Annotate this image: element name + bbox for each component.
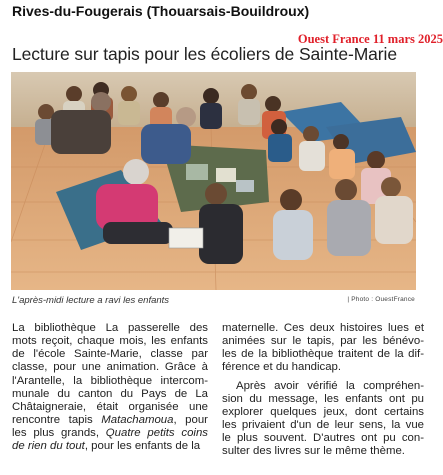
body-line: mots reçoit, chaque mois, les enfants [12,335,208,348]
open-book [169,228,203,248]
article-headline: Lecture sur tapis pour les écoliers de Sainte-Marie [12,44,397,64]
mat-pattern-1 [186,164,208,180]
body-line: La bibliothèque La passerelle des [12,322,208,334]
mat-pattern-2 [216,168,236,182]
body-line: sulter des livres sur le même thème. [222,445,405,458]
source-label: Ouest France 11 mars 2025 [297,32,443,46]
body-line: munale du canton du Pays de La [12,387,208,400]
body-line: les plus grands, Quatre petits coins [12,427,208,440]
article-body-column-2 [222,322,424,459]
body-line: de rien du tout, pour les enfants de la [12,440,201,453]
article-photo [11,72,416,290]
body-line: explorer quelques jeux, dont certains [222,405,424,418]
body-line: sion du message, les enfants ont pu [222,392,424,405]
book-title-continued: de rien du tout [12,440,85,453]
article-kicker: Rives-du-Fougerais (Thouarsais-Bouildroux) [12,3,310,19]
body-line: Après avoir vérifié la compréhen- [236,379,424,392]
body-line: rencontre tapis Matachamoua, pour [12,414,208,427]
body-line: férence et du handicap. [222,361,342,374]
body-line: les de la bibliothèque traitent de la dif- [222,348,424,361]
body-line: Châtaigneraie, était organisée une [12,400,208,413]
photo-caption: L'après-midi lecture a ravi les enfants [12,295,170,306]
photo-credit: | Photo : OuestFrance [347,296,415,303]
body-line: les privaient d'un de leur sens, la vue [222,419,424,432]
book-title-matachamoua: Matachamoua [101,414,174,427]
body-line: de l'école Sainte-Marie, classe par [12,348,208,361]
body-line: classe, pour une animation. Grâce à [12,361,208,374]
article-body-column-1 [12,322,208,454]
mat-pattern-3 [236,180,254,192]
body-line: l'Arantelle, la bibliothèque intercom- [12,374,208,387]
body-line: le plus souvent. D'autres ont pu con- [222,432,424,445]
body-line: animées sur le tapis, par les bénévo- [222,335,424,348]
book-title-quatre-petits-coins: Quatre petits coins [105,427,208,440]
body-line: maternelle. Ces deux histoires lues et [222,322,424,334]
